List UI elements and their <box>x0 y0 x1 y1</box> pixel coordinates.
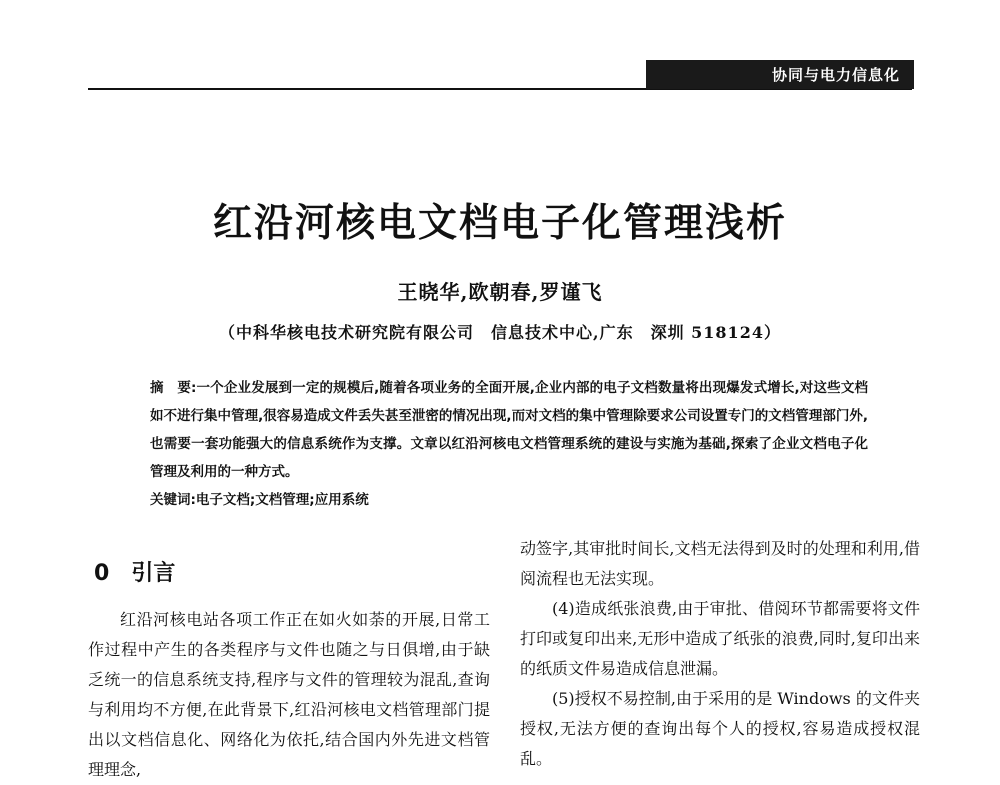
list-item-5: (5)授权不易控制,由于采用的是 Windows 的文件夹授权,无法方便的查询出每个人的授权,容易造成授权混乱。 <box>520 689 920 768</box>
continued-paragraph: 动签字,其审批时间长,文档无法得到及时的处理和利用,借阅流程也无法实现。 <box>520 539 920 588</box>
journal-section-tag <box>646 60 914 89</box>
abstract-label: 摘 要: <box>150 380 197 396</box>
affiliation: （中科华核电技术研究院有限公司 信息技术中心,广东 深圳 518124） <box>219 323 781 342</box>
journal-section-label: 协同与电力信息化 <box>771 66 900 84</box>
section-heading <box>94 556 490 587</box>
intro-paragraph: 红沿河核电站各项工作正在如火如荼的开展,日常工作过程中产生的各类程序与文件也随之与日俱增,由于缺乏统一的信息系统支持,程序与文件的管理较为混乱,查询与利用均不方便,在此背景下,红沿河核电文档管理部门提出以文档信息化、网络化为依托,结合国内外先进文档管理理念, <box>88 610 490 779</box>
abstract-text: 一个企业发展到一定的规模后,随着各项业务的全面开展,企业内部的电子文档数量将出现爆发式增长,对这些文档如不进行集中管理,很容易造成文件丢失甚至泄密的情况出现,而对文档的集中管理除要求公司设置专门的文档管理部门外,也需要一套功能强大的信息系统作为支撑。文章以红沿河核电文档管理系统的建设与实施为基础,探索了企业文档电子化管理及利用的一种方式。 <box>150 380 868 480</box>
paper-title: 红沿河核电文档电子化管理浅析 <box>212 200 787 246</box>
list-item-4: (4)造成纸张浪费,由于审批、借阅环节都需要将文件打印或复印出来,无形中造成了纸张的浪费,同时,复印出来的纸质文件易造成信息泄漏。 <box>520 599 920 678</box>
left-column <box>88 540 490 785</box>
abstract-block <box>150 374 868 514</box>
section-number: 0 <box>94 561 110 586</box>
right-column <box>520 534 920 774</box>
author-list: 王晓华,欧朝春,罗谨飞 <box>397 280 603 304</box>
keywords-text: 电子文档;文档管理;应用系统 <box>195 492 369 508</box>
keywords-label: 关键词: <box>150 492 196 508</box>
section-title: 引言 <box>131 561 176 586</box>
